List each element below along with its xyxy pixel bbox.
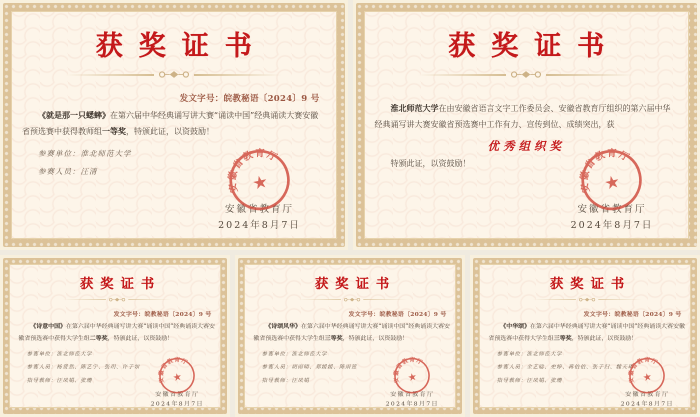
- certificate-student-third-prize-b: [470, 255, 700, 417]
- participants-line: 参赛人员：汪清: [38, 166, 98, 176]
- recipient-name: 淮北师范大学: [390, 104, 439, 113]
- bottom-row: [0, 255, 700, 417]
- issue-date: 2024年8月7日: [218, 220, 301, 231]
- knot-ornament-icon: [157, 70, 191, 79]
- seal-area: [196, 148, 324, 232]
- work-title: 《诗颂风华》: [265, 323, 302, 331]
- unit-line: 参赛单位：淮北师范大学: [38, 148, 132, 158]
- certificate-paper: [11, 11, 337, 239]
- official-seal-icon: [574, 142, 651, 222]
- body-text: ，特颁此证，以资鼓励！: [342, 334, 409, 342]
- title-divider: [253, 297, 450, 302]
- seal-area: [136, 357, 219, 409]
- divider-line: [533, 299, 576, 300]
- svg-text:安徽省教育厅: 安徽省教育厅: [578, 148, 633, 194]
- divider-line: [128, 299, 171, 300]
- certificate-title: 获奖证书: [314, 276, 397, 292]
- award-grade: 三等奖: [553, 334, 572, 342]
- work-title: 《就是那一只蟋蟀》: [38, 111, 110, 120]
- svg-text:★: ★: [171, 371, 184, 385]
- issue-date: 2024年8月7日: [620, 400, 674, 408]
- divider-line: [298, 299, 341, 300]
- svg-text:安徽省教育厅: 安徽省教育厅: [158, 357, 189, 384]
- work-title: 《诗意中国》: [30, 323, 67, 331]
- certificate-body: [488, 321, 685, 344]
- certificate-paper: [9, 264, 221, 408]
- body-text: 在第六届中华经典诵写讲大赛“诵读中国”经典诵读大赛安徽省预选赛中获得大学生组: [253, 323, 450, 342]
- document-number: 发文字号：皖教秘语〔2024〕9 号: [348, 311, 447, 319]
- divider-line: [546, 74, 634, 76]
- official-seal-icon: [390, 353, 435, 401]
- seal-area: [606, 357, 689, 409]
- body-text: 在第六届中华经典诵写讲大赛“诵读中国”经典诵读大赛安徽省预选赛中获得大学生组: [18, 323, 215, 342]
- work-title: 《中华颂》: [500, 323, 531, 331]
- certificate-title: 获奖证书: [549, 276, 632, 292]
- document-number: 发文字号：皖教秘语〔2024〕9 号: [113, 311, 212, 319]
- svg-text:安徽省教育厅: 安徽省教育厅: [628, 357, 659, 384]
- title-divider: [488, 297, 685, 302]
- certificate-teacher-first-prize: [0, 0, 348, 250]
- svg-text:★: ★: [406, 371, 419, 385]
- divider-line: [63, 299, 106, 300]
- teachers-line: 指导教师：汪凤娟、张珊: [496, 377, 563, 384]
- issuer-name: 安徽省教育厅: [577, 204, 647, 215]
- certificate-body: [253, 321, 450, 344]
- award-grade: 三等奖: [324, 334, 343, 342]
- participants-line: 参赛人员：胡雨晴、郑媛媛、陈雨萱: [261, 363, 357, 371]
- body-text: 在第六届中华经典诵写讲大赛“诵读中国”经典诵读大赛安徽省预选赛中获得大学生组: [488, 323, 685, 342]
- certificate-content: [12, 12, 336, 238]
- body-text: ，特颁此证，以资鼓励！: [571, 334, 638, 342]
- document-number: 发文字号：皖教秘语〔2024〕9 号: [179, 94, 320, 104]
- certificate-body: [375, 101, 679, 134]
- participants-line: 参赛人员：杨贤然、陈艺宁、张玥、许子如: [26, 363, 140, 371]
- divider-line: [194, 74, 282, 76]
- closing-line: 特颁此证，以资鼓励！: [390, 158, 471, 168]
- official-seal-icon: [625, 353, 670, 401]
- award-grade: 二等奖: [89, 334, 108, 342]
- seal-area: [371, 357, 454, 409]
- issuer-name: 安徽省教育厅: [224, 204, 294, 215]
- certificate-content: [480, 265, 694, 411]
- unit-line: 参赛单位：淮北师范大学: [496, 350, 563, 357]
- issuer-name: 安徽省教育厅: [625, 391, 670, 398]
- certificate-paper: [479, 264, 691, 408]
- svg-text:安徽省教育厅: 安徽省教育厅: [393, 357, 424, 384]
- certificate-body: [18, 321, 215, 344]
- divider-line: [66, 74, 154, 76]
- certificate-paper: [364, 11, 690, 239]
- issuer-name: 安徽省教育厅: [155, 391, 200, 398]
- issuer-name: 安徽省教育厅: [390, 391, 435, 398]
- divider-line: [598, 299, 641, 300]
- award-name: 优秀组织奖: [487, 138, 565, 153]
- knot-ornament-icon: [343, 297, 361, 302]
- divider-line: [363, 299, 406, 300]
- issue-date: 2024年8月7日: [150, 400, 204, 408]
- knot-ornament-icon: [578, 297, 596, 302]
- teachers-line: 指导教师：汪凤娟、张珊: [26, 377, 93, 384]
- certificate-student-third-prize-a: [235, 255, 465, 417]
- body-text: 在第六届中华经典诵写讲大赛“诵读中国”经典诵读大赛安徽省预选赛中获得教师组: [22, 111, 319, 137]
- svg-text:★: ★: [250, 171, 270, 195]
- certificate-body: [22, 108, 326, 141]
- official-seal-icon: [155, 353, 200, 401]
- svg-text:★: ★: [641, 371, 654, 385]
- certificate-title: 获奖证书: [448, 31, 621, 62]
- document-number: 发文字号：皖教秘语〔2024〕9 号: [583, 311, 682, 319]
- body-text: ，特颁此证，以资鼓励！: [107, 334, 174, 342]
- certificate-title: 获奖证书: [95, 31, 268, 62]
- title-divider: [22, 70, 326, 79]
- divider-line: [418, 74, 506, 76]
- unit-line: 参赛单位：淮北师范大学: [261, 350, 328, 357]
- award-grade: 一等奖: [102, 127, 126, 137]
- teachers-line: 指导教师：汪凤娟: [261, 377, 310, 384]
- body-text: 在由安徽省语言文字工作委员会、安徽省教育厅组织的第六届中华经典诵写讲大赛安徽省预选赛中工作有力、宣传到位、成绩突出，获: [374, 104, 671, 130]
- knot-ornament-icon: [108, 297, 126, 302]
- official-seal-icon: [221, 142, 298, 222]
- certificate-content: [365, 12, 689, 238]
- svg-text:★: ★: [602, 171, 622, 195]
- certificate-organization-award: [353, 0, 700, 250]
- certificate-title: 获奖证书: [79, 276, 162, 292]
- title-divider: [375, 70, 679, 79]
- body-text: ，特颁此证，以资鼓励！: [126, 127, 214, 137]
- certificate-paper: [244, 264, 456, 408]
- title-divider: [18, 297, 215, 302]
- certificate-content: [10, 265, 224, 411]
- knot-ornament-icon: [509, 70, 543, 79]
- issue-date: 2024年8月7日: [570, 220, 654, 231]
- svg-text:安徽省教育厅: 安徽省教育厅: [226, 148, 280, 194]
- participants-line: 参赛人员：余艺晗、史婷、蒋依依、张子归、魏天琪: [496, 363, 634, 371]
- certificate-student-second-prize: [0, 255, 230, 417]
- certificate-content: [245, 265, 459, 411]
- unit-line: 参赛单位：淮北师范大学: [26, 350, 93, 357]
- seal-area: [548, 148, 676, 232]
- issue-date: 2024年8月7日: [385, 400, 439, 408]
